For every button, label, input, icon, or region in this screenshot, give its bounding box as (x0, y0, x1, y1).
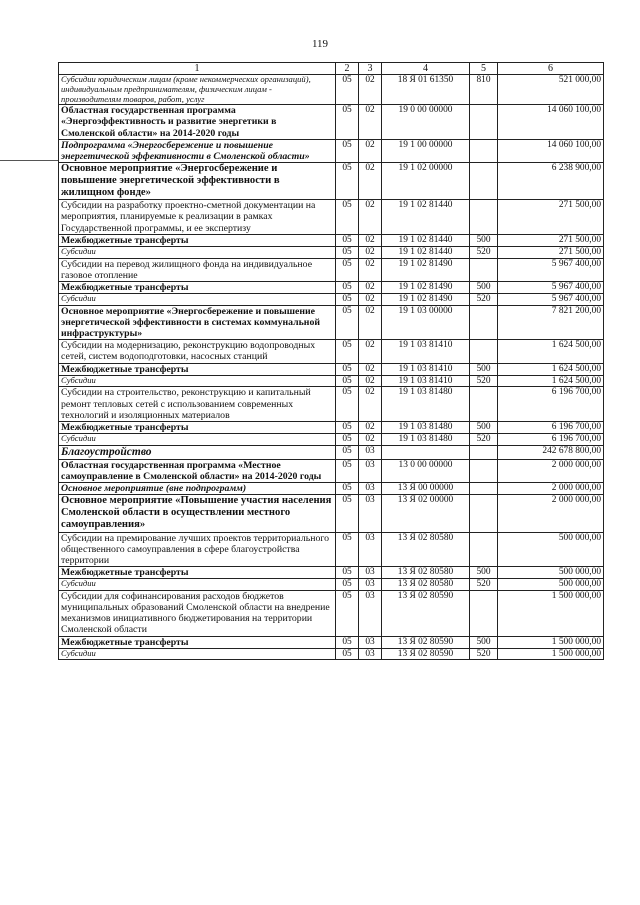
row-amount: 6 196 700,00 (498, 421, 604, 433)
row-subsection-code: 02 (359, 387, 382, 421)
row-amount: 5 967 400,00 (498, 258, 604, 281)
row-subsection-code: 03 (359, 648, 382, 660)
row-target-article: 13 Я 02 80590 (382, 590, 470, 636)
row-target-article: 19 1 02 81490 (382, 281, 470, 293)
row-amount: 500 000,00 (498, 567, 604, 579)
row-name: Подпрограмма «Энергосбережение и повышение энергетической эффективности в Смоленской области» (59, 139, 336, 162)
row-name: Субсидии (59, 375, 336, 387)
row-target-article: 13 Я 02 80590 (382, 648, 470, 660)
row-amount: 2 000 000,00 (498, 459, 604, 482)
table-row (59, 495, 604, 532)
row-section-code: 05 (336, 445, 359, 459)
row-subsection-code: 03 (359, 459, 382, 482)
row-section-code: 05 (336, 246, 359, 258)
row-target-article: 19 1 03 81410 (382, 363, 470, 375)
row-name: Субсидии на модернизацию, реконструкцию водопроводных сетей, систем водоподготовки, насосных станций (59, 340, 336, 363)
table-row (59, 434, 604, 446)
row-subsection-code: 03 (359, 495, 382, 532)
table-row (59, 648, 604, 660)
row-expense-type (470, 495, 498, 532)
row-subsection-code: 03 (359, 567, 382, 579)
header-col-1: 1 (59, 63, 336, 75)
row-target-article: 19 1 03 81410 (382, 375, 470, 387)
row-section-code: 05 (336, 421, 359, 433)
row-section-code: 05 (336, 200, 359, 234)
row-amount: 6 196 700,00 (498, 434, 604, 446)
table-header-row (59, 63, 604, 75)
table-row (59, 200, 604, 234)
row-subsection-code: 02 (359, 234, 382, 246)
row-target-article: 13 Я 02 80580 (382, 567, 470, 579)
table-row (59, 363, 604, 375)
table-row (59, 234, 604, 246)
row-expense-type: 520 (470, 434, 498, 446)
row-amount: 500 000,00 (498, 532, 604, 566)
row-amount: 5 967 400,00 (498, 281, 604, 293)
row-section-code: 05 (336, 590, 359, 636)
row-section-code: 05 (336, 387, 359, 421)
row-expense-type: 520 (470, 648, 498, 660)
row-target-article: 13 Я 02 80580 (382, 579, 470, 591)
row-subsection-code: 02 (359, 305, 382, 339)
row-expense-type (470, 340, 498, 363)
row-expense-type (470, 532, 498, 566)
row-amount: 6 196 700,00 (498, 387, 604, 421)
table-row (59, 258, 604, 281)
row-expense-type (470, 305, 498, 339)
row-name: Областная государственная программа «Местное самоуправление в Смоленской области» на 2014-2020 годы (59, 459, 336, 482)
row-amount: 2 000 000,00 (498, 495, 604, 532)
row-section-code: 05 (336, 375, 359, 387)
row-subsection-code: 03 (359, 532, 382, 566)
row-section-code: 05 (336, 648, 359, 660)
table-row (59, 163, 604, 200)
row-section-code: 05 (336, 636, 359, 648)
budget-table-body (59, 63, 604, 660)
row-section-code: 05 (336, 340, 359, 363)
row-expense-type (470, 105, 498, 139)
row-amount: 521 000,00 (498, 75, 604, 105)
row-target-article: 13 Я 02 00000 (382, 495, 470, 532)
row-name: Благоустройство (59, 445, 336, 459)
row-name: Межбюджетные трансферты (59, 567, 336, 579)
table-row (59, 139, 604, 162)
table-row (59, 483, 604, 495)
table-row (59, 459, 604, 482)
row-target-article: 13 Я 02 80580 (382, 532, 470, 566)
table-row (59, 387, 604, 421)
row-section-code: 05 (336, 305, 359, 339)
row-subsection-code: 02 (359, 105, 382, 139)
row-name: Основное мероприятие «Энергосбережение и повышение энергетической эффективности в жилищном фонде» (59, 163, 336, 200)
row-amount: 242 678 800,00 (498, 445, 604, 459)
row-name: Межбюджетные трансферты (59, 421, 336, 433)
row-name: Субсидии на строительство, реконструкцию и капитальный ремонт тепловых сетей с использованием современных технологий и изоляционных материалов (59, 387, 336, 421)
row-expense-type (470, 200, 498, 234)
row-section-code: 05 (336, 567, 359, 579)
table-row (59, 340, 604, 363)
table-row (59, 636, 604, 648)
row-section-code: 05 (336, 75, 359, 105)
row-subsection-code: 02 (359, 246, 382, 258)
row-subsection-code: 02 (359, 200, 382, 234)
row-subsection-code: 03 (359, 636, 382, 648)
row-subsection-code: 03 (359, 590, 382, 636)
table-row (59, 75, 604, 105)
row-amount: 1 500 000,00 (498, 648, 604, 660)
row-target-article: 19 1 02 00000 (382, 163, 470, 200)
row-name: Основное мероприятие «Энергосбережение и повышение энергетической эффективности в системах коммунальной инфраструктуры» (59, 305, 336, 339)
row-name: Основное мероприятие «Повышение участия населения Смоленской области в осуществлении местного самоуправления» (59, 495, 336, 532)
row-target-article: 19 1 02 81440 (382, 200, 470, 234)
row-target-article: 18 Я 01 61350 (382, 75, 470, 105)
row-amount: 14 060 100,00 (498, 139, 604, 162)
table-row (59, 305, 604, 339)
row-amount: 1 624 500,00 (498, 363, 604, 375)
table-row (59, 445, 604, 459)
table-row (59, 421, 604, 433)
row-amount: 271 500,00 (498, 234, 604, 246)
row-expense-type (470, 163, 498, 200)
table-row (59, 105, 604, 139)
row-section-code: 05 (336, 459, 359, 482)
row-expense-type: 520 (470, 375, 498, 387)
row-section-code: 05 (336, 105, 359, 139)
row-section-code: 05 (336, 294, 359, 306)
row-subsection-code: 02 (359, 258, 382, 281)
row-name: Субсидии на премирование лучших проектов территориального общественного самоуправления в сфере благоустройства территории (59, 532, 336, 566)
row-section-code: 05 (336, 579, 359, 591)
row-amount: 500 000,00 (498, 579, 604, 591)
row-subsection-code: 02 (359, 294, 382, 306)
table-row (59, 590, 604, 636)
row-subsection-code: 02 (359, 363, 382, 375)
row-subsection-code: 02 (359, 340, 382, 363)
row-subsection-code: 02 (359, 421, 382, 433)
row-section-code: 05 (336, 483, 359, 495)
row-subsection-code: 02 (359, 281, 382, 293)
row-subsection-code: 02 (359, 139, 382, 162)
row-target-article: 19 1 03 81410 (382, 340, 470, 363)
row-section-code: 05 (336, 258, 359, 281)
row-expense-type: 500 (470, 636, 498, 648)
row-expense-type (470, 387, 498, 421)
budget-table (58, 62, 604, 660)
row-subsection-code: 03 (359, 445, 382, 459)
row-expense-type: 500 (470, 281, 498, 293)
row-expense-type (470, 459, 498, 482)
table-row (59, 375, 604, 387)
row-target-article: 13 Я 00 00000 (382, 483, 470, 495)
row-section-code: 05 (336, 281, 359, 293)
margin-mark (0, 160, 58, 161)
header-col-3: 3 (359, 63, 382, 75)
row-amount: 1 500 000,00 (498, 636, 604, 648)
row-subsection-code: 02 (359, 375, 382, 387)
row-subsection-code: 03 (359, 579, 382, 591)
row-section-code: 05 (336, 163, 359, 200)
row-amount: 7 821 200,00 (498, 305, 604, 339)
row-expense-type: 500 (470, 567, 498, 579)
row-subsection-code: 02 (359, 75, 382, 105)
table-row (59, 281, 604, 293)
row-subsection-code: 02 (359, 434, 382, 446)
row-name: Субсидии (59, 294, 336, 306)
header-col-6: 6 (498, 63, 604, 75)
row-name: Субсидии для софинансирования расходов бюджетов муниципальных образований Смоленской области на внедрение механизмов инициативного бюджетирования на территории Смоленской области (59, 590, 336, 636)
row-section-code: 05 (336, 434, 359, 446)
row-name: Межбюджетные трансферты (59, 234, 336, 246)
row-section-code: 05 (336, 363, 359, 375)
table-row (59, 579, 604, 591)
row-section-code: 05 (336, 495, 359, 532)
row-amount: 5 967 400,00 (498, 294, 604, 306)
row-target-article: 19 1 02 81490 (382, 294, 470, 306)
row-amount: 6 238 900,00 (498, 163, 604, 200)
row-target-article: 19 1 03 00000 (382, 305, 470, 339)
row-name: Субсидии (59, 579, 336, 591)
row-expense-type: 500 (470, 421, 498, 433)
row-name: Субсидии (59, 648, 336, 660)
row-expense-type: 500 (470, 234, 498, 246)
row-amount: 1 500 000,00 (498, 590, 604, 636)
table-row (59, 567, 604, 579)
row-name: Межбюджетные трансферты (59, 636, 336, 648)
row-section-code: 05 (336, 234, 359, 246)
row-amount: 1 624 500,00 (498, 375, 604, 387)
row-expense-type: 810 (470, 75, 498, 105)
row-expense-type: 520 (470, 246, 498, 258)
row-expense-type: 500 (470, 363, 498, 375)
row-name: Субсидии на перевод жилищного фонда на индивидуальное газовое отопление (59, 258, 336, 281)
row-subsection-code: 02 (359, 163, 382, 200)
row-target-article: 19 0 00 00000 (382, 105, 470, 139)
row-expense-type: 520 (470, 294, 498, 306)
table-row (59, 294, 604, 306)
row-name: Субсидии на разработку проектно-сметной документации на мероприятия, планируемые к реализации в рамках Государственной программы, и ее экспертизу (59, 200, 336, 234)
row-expense-type (470, 445, 498, 459)
row-target-article: 19 1 00 00000 (382, 139, 470, 162)
row-target-article: 19 1 03 81480 (382, 434, 470, 446)
row-name: Субсидии (59, 246, 336, 258)
row-name: Областная государственная программа «Энергоэффективность и развитие энергетики в Смоленской области» на 2014-2020 годы (59, 105, 336, 139)
row-target-article: 13 0 00 00000 (382, 459, 470, 482)
row-subsection-code: 03 (359, 483, 382, 495)
row-amount: 271 500,00 (498, 246, 604, 258)
page-number: 119 (311, 38, 329, 50)
row-expense-type (470, 590, 498, 636)
row-name: Межбюджетные трансферты (59, 363, 336, 375)
row-section-code: 05 (336, 139, 359, 162)
header-col-5: 5 (470, 63, 498, 75)
row-expense-type (470, 258, 498, 281)
row-expense-type (470, 139, 498, 162)
row-amount: 1 624 500,00 (498, 340, 604, 363)
row-name: Субсидии юридическим лицам (кроме некоммерческих организаций), индивидуальным предпринимателям, физическим лицам - производителям товаров, работ, услуг (59, 75, 336, 105)
row-target-article: 19 1 02 81440 (382, 234, 470, 246)
row-name: Основное мероприятие (вне подпрограмм) (59, 483, 336, 495)
row-section-code: 05 (336, 532, 359, 566)
table-row (59, 246, 604, 258)
row-target-article: 19 1 02 81440 (382, 246, 470, 258)
row-target-article (382, 445, 470, 459)
row-name: Субсидии (59, 434, 336, 446)
row-amount: 14 060 100,00 (498, 105, 604, 139)
row-name: Межбюджетные трансферты (59, 281, 336, 293)
row-amount: 271 500,00 (498, 200, 604, 234)
row-expense-type: 520 (470, 579, 498, 591)
row-target-article: 19 1 03 81480 (382, 421, 470, 433)
row-target-article: 13 Я 02 80590 (382, 636, 470, 648)
table-row (59, 532, 604, 566)
row-target-article: 19 1 02 81490 (382, 258, 470, 281)
row-target-article: 19 1 03 81480 (382, 387, 470, 421)
header-col-4: 4 (382, 63, 470, 75)
row-expense-type (470, 483, 498, 495)
header-col-2: 2 (336, 63, 359, 75)
row-amount: 2 000 000,00 (498, 483, 604, 495)
